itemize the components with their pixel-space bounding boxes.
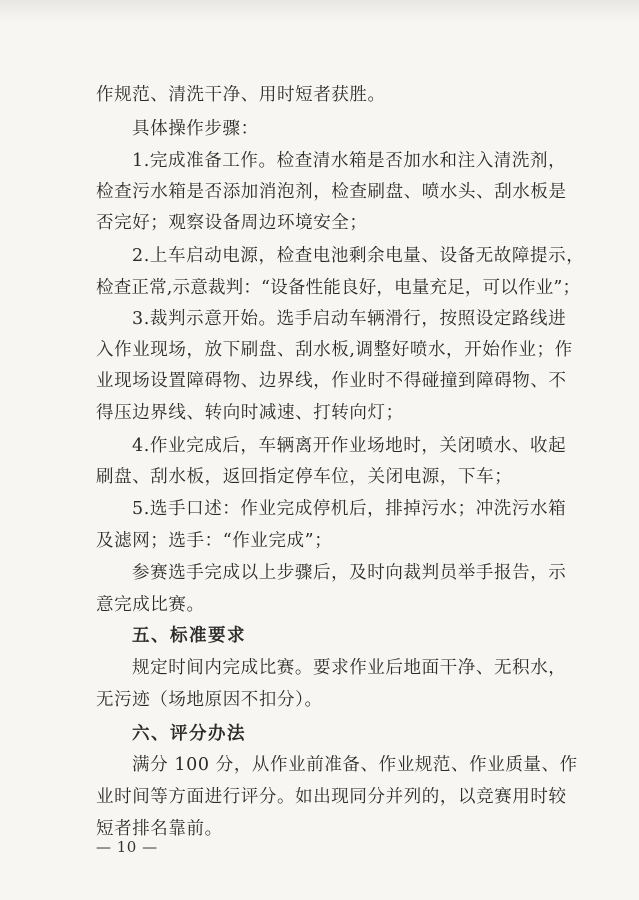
step-2-line-1: 2.上车启动电源，检查电池剩余电量、设备无故障提示， bbox=[132, 245, 585, 266]
step-5-line-2: 及滤网；选手：“作业完成”； bbox=[96, 531, 333, 552]
page-number: — 10 — bbox=[96, 838, 158, 856]
step-3-line-1: 3.裁判示意开始。选手启动车辆滑行，按照设定路线进 bbox=[132, 309, 567, 330]
report-line-2: 意完成比赛。 bbox=[96, 594, 205, 615]
step-5-line-1: 5.选手口述：作业完成停机后，排掉污水；冲洗污水箱 bbox=[132, 499, 567, 520]
scoring-line-3: 短者排名靠前。 bbox=[96, 819, 223, 839]
step-2-line-2: 检查正常,示意裁判：“设备性能良好，电量充足，可以作业”； bbox=[96, 277, 581, 298]
steps-label: 具体操作步骤： bbox=[132, 118, 259, 139]
section-heading-standards: 五、标准要求 bbox=[132, 626, 246, 647]
report-line-1: 参赛选手完成以上步骤后，及时向裁判员举手报告，示 bbox=[132, 562, 567, 583]
step-1-line-2: 检查污水箱是否添加消泡剂，检查刷盘、喷水头、刮水板是 bbox=[96, 182, 567, 203]
standards-line-2: 无污迹（场地原因不扣分）。 bbox=[96, 690, 323, 711]
scoring-line-2: 业时间等方面进行评分。如出现同分并列的，以竞赛用时较 bbox=[96, 787, 567, 808]
standards-line-1: 规定时间内完成比赛。要求作业后地面干净、无积水， bbox=[132, 658, 567, 679]
step-3-line-3: 业现场设置障碍物、边界线，作业时不得碰撞到障碍物、不 bbox=[96, 371, 567, 392]
step-1-line-1: 1.完成准备工作。检查清水箱是否加水和注入清洗剂， bbox=[132, 151, 567, 172]
section-heading-scoring: 六、评分办法 bbox=[132, 723, 246, 744]
step-1-line-3: 否完好；观察设备周边环境安全； bbox=[96, 213, 368, 234]
step-3-line-4: 得压边界线、转向时减速、打转向灯； bbox=[96, 402, 404, 423]
scan-top-edge bbox=[0, 0, 639, 22]
step-4-line-1: 4.作业完成后，车辆离开作业场地时，关闭喷水、收起 bbox=[132, 435, 567, 456]
paragraph-line-1: 作规范、清洗干净、用时短者获胜。 bbox=[96, 85, 386, 105]
step-3-line-2: 入作业现场，放下刷盘、刮水板,调整好喷水，开始作业；作 bbox=[96, 340, 573, 361]
scoring-line-1: 满分 100 分，从作业前准备、作业规范、作业质量、作 bbox=[132, 755, 578, 776]
step-4-line-2: 刷盘、刮水板，返回指定停车位，关闭电源，下车； bbox=[96, 467, 513, 488]
